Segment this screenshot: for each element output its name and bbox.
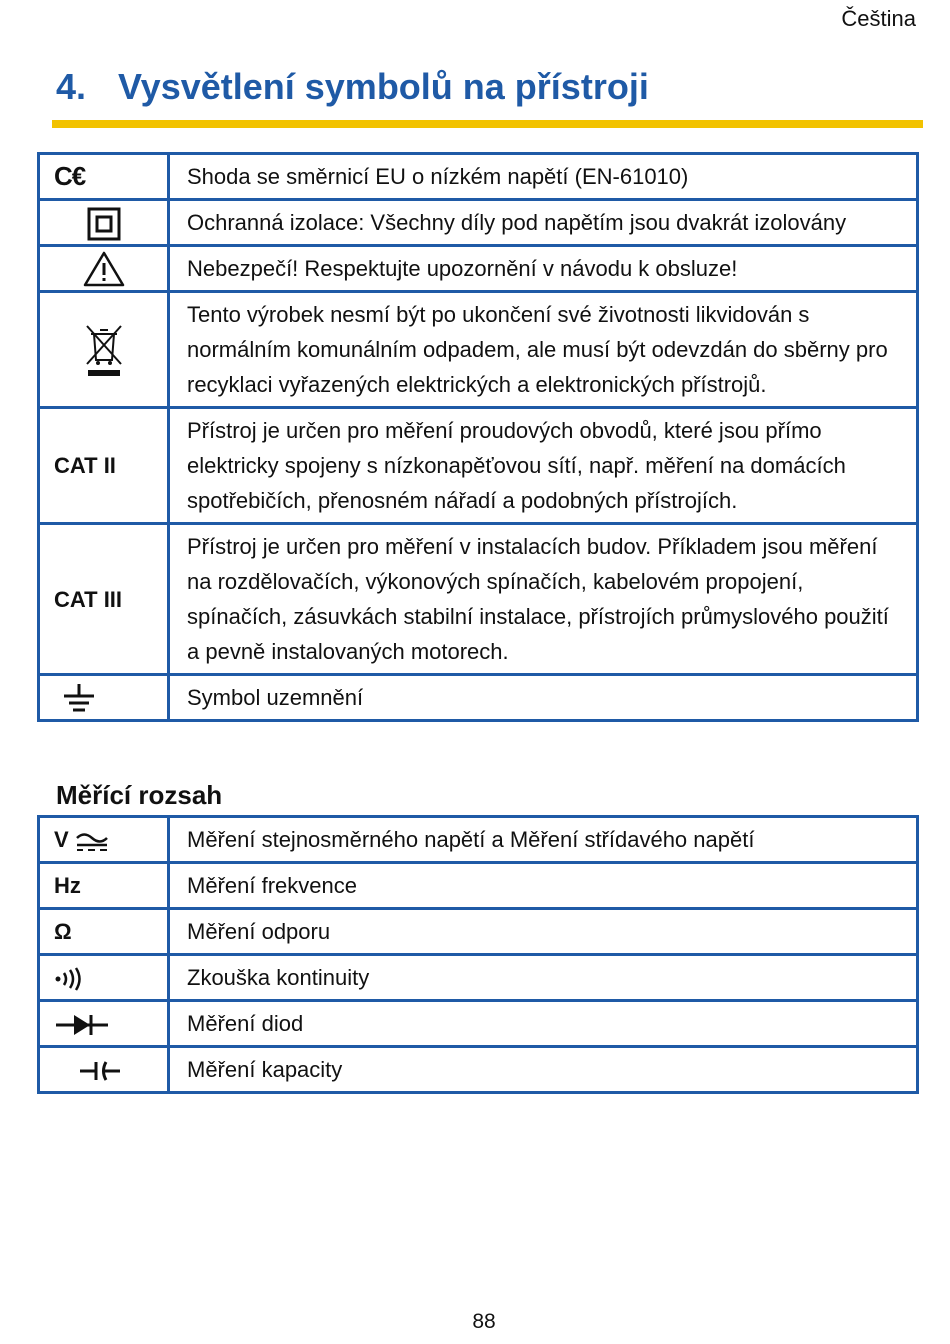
range-description: Měření kapacity [169, 1047, 918, 1093]
table-row [39, 200, 918, 246]
volt-label: V [54, 827, 69, 852]
symbol-description: Přístroj je určen pro měření proudových obvodů, které jsou přímo elektricky spojeny s nízkonapěťovou sítí, např. měření na domácích spotřebičích, přenosném nářadí a podobných přístrojích. [169, 408, 918, 524]
table-row [39, 524, 918, 675]
symbol-description: Nebezpečí! Respektujte upozornění v návodu k obsluze! [169, 246, 918, 292]
range-description: Zkouška kontinuity [169, 955, 918, 1001]
symbol-description: Ochranná izolace: Všechny díly pod napětím jsou dvakrát izolovány [169, 200, 918, 246]
symbol-description: Symbol uzemnění [169, 675, 918, 721]
ground-icon [62, 682, 96, 716]
table-row [39, 1001, 918, 1047]
section-title-text: Vysvětlení symbolů na přístroji [118, 66, 649, 107]
page-number: 88 [472, 1310, 496, 1333]
range-description: Měření odporu [169, 909, 918, 955]
range-label: Hz [39, 863, 169, 909]
symbol-cell [39, 154, 169, 200]
range-label: Ω [39, 909, 169, 955]
table-row [39, 863, 918, 909]
table-row [39, 292, 918, 408]
symbol-description: Tento výrobek nesmí být po ukončení své životnosti likvidován s normálním komunálním odpadem, ale musí být odevzdán do sběrny pro recyklaci vyřazených elektrických a elektronických přístrojů. [169, 292, 918, 408]
diode-icon [54, 1012, 110, 1038]
table-row [39, 675, 918, 721]
symbol-cell [39, 675, 169, 721]
table-row [39, 408, 918, 524]
table-row [39, 955, 918, 1001]
double-insulation-icon [87, 207, 121, 241]
table-row [39, 246, 918, 292]
weee-bin-icon [84, 322, 124, 378]
range-description: Měření frekvence [169, 863, 918, 909]
symbol-cell [39, 292, 169, 408]
ac-dc-icon [75, 830, 109, 852]
symbol-label: CAT III [39, 524, 169, 675]
symbol-cell [39, 200, 169, 246]
table-row [39, 817, 918, 863]
symbol-cell [39, 246, 169, 292]
table-row [39, 1047, 918, 1093]
symbol-label: CAT II [39, 408, 169, 524]
table-row [39, 909, 918, 955]
section-title [56, 66, 649, 108]
ce-mark-icon: C€ [54, 160, 86, 191]
warning-triangle-icon [83, 251, 125, 287]
symbol-description: Přístroj je určen pro měření v instalacích budov. Příkladem jsou měření na rozdělovačích, výkonových spínačích, kabelovém propojení, spínačích, zásuvkách stabilní instalace, přístrojích průmyslového použití a pevně instalovaných motorech. [169, 524, 918, 675]
ranges-table [37, 815, 919, 1094]
range-description: Měření diod [169, 1001, 918, 1047]
symbol-description: Shoda se směrnicí EU o nízkém napětí (EN-61010) [169, 154, 918, 200]
continuity-icon [54, 967, 84, 991]
language-label: Čeština [841, 6, 916, 31]
section-number: 4. [56, 66, 87, 107]
capacitor-icon [78, 1059, 122, 1083]
range-symbol-cell [39, 817, 169, 863]
range-symbol-cell [39, 1001, 169, 1047]
table-row [39, 154, 918, 200]
symbols-table [37, 152, 919, 722]
range-description: Měření stejnosměrného napětí a Měření střídavého napětí [169, 817, 918, 863]
ranges-heading: Měřící rozsah [56, 780, 223, 810]
range-symbol-cell [39, 955, 169, 1001]
range-symbol-cell [39, 1047, 169, 1093]
title-underline [52, 120, 923, 128]
